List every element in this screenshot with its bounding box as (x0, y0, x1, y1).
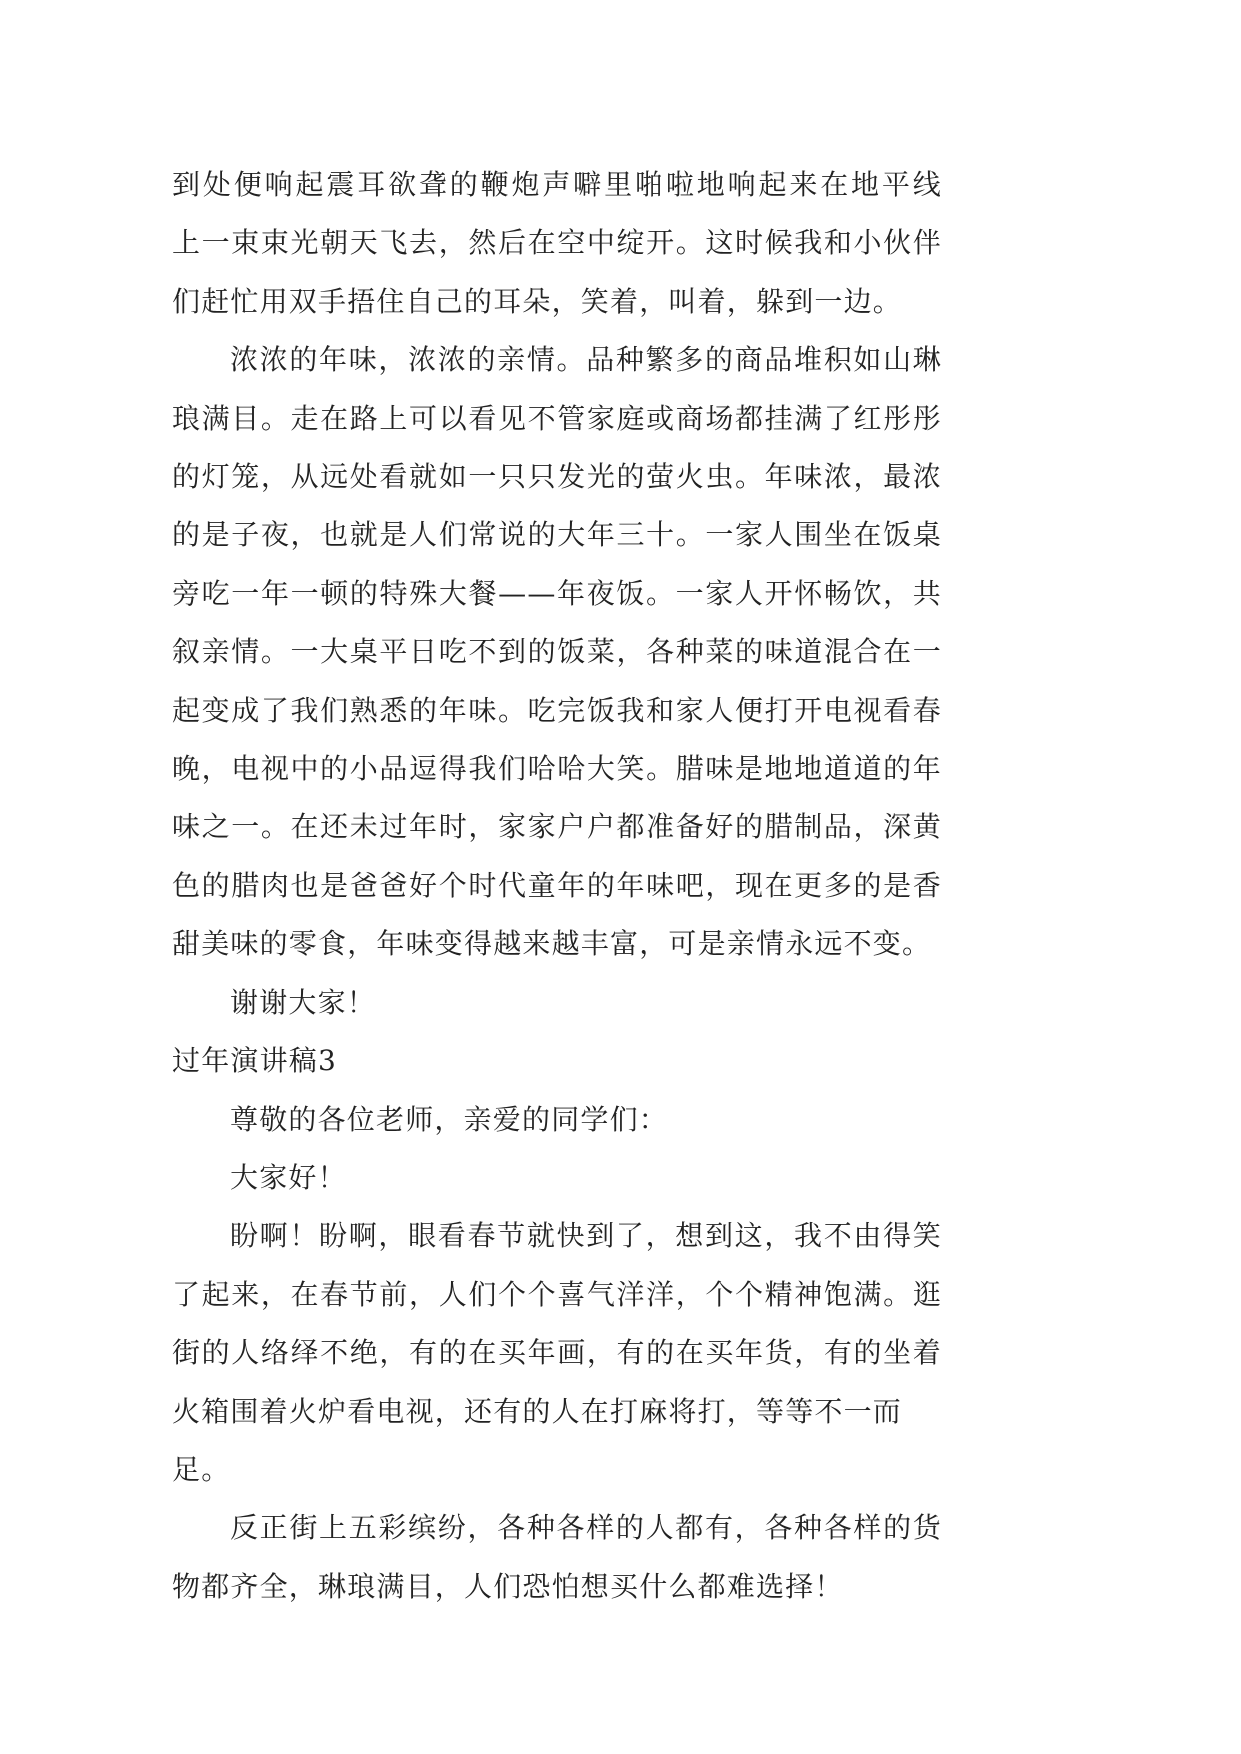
greeting-paragraph (172, 1149, 942, 1207)
text-line: 浓浓的年味，浓浓的亲情。品种繁多的商品堆积如山琳 (230, 343, 942, 377)
text-line: 味之一。在还未过年时，家家户户都准备好的腊制品，深黄 (172, 810, 942, 844)
paragraph (172, 1499, 942, 1616)
salutation-paragraph (172, 1091, 942, 1149)
text-line: 们赶忙用双手捂住自己的耳朵，笑着，叫着，躲到一边。 (172, 284, 903, 318)
text-line: 的灯笼，从远处看就如一只只发光的萤火虫。年味浓，最浓 (172, 460, 942, 494)
text-line: 盼啊！盼啊，眼看春节就快到了，想到这，我不由得笑 (230, 1219, 942, 1253)
text-line: 尊敬的各位老师，亲爱的同学们： (230, 1102, 669, 1136)
document-body (172, 156, 942, 1616)
text-line: 到处便响起震耳欲聋的鞭炮声噼里啪啦地响起来在地平线 (172, 168, 942, 201)
closing-paragraph (172, 974, 942, 1032)
text-line: 上一束束光朝天飞去，然后在空中绽开。这时候我和小伙伴 (172, 226, 942, 260)
text-line: 大家好！ (230, 1160, 347, 1194)
section-heading: 过年演讲稿3 (172, 1044, 338, 1078)
text-line: 晚，电视中的小品逗得我们哈哈大笑。腊味是地地道道的年 (172, 752, 942, 786)
text-line: 叙亲情。一大桌平日吃不到的饭菜，各种菜的味道混合在一 (172, 635, 942, 669)
text-line: 反正街上五彩缤纷，各种各样的人都有，各种各样的货 (230, 1511, 942, 1545)
text-line: 了起来，在春节前，人们个个喜气洋洋，个个精神饱满。逛 (172, 1277, 942, 1311)
text-line: 街的人络绎不绝，有的在买年画，有的在买年货，有的坐着 (172, 1336, 942, 1370)
text-line: 物都齐全，琳琅满目，人们恐怕想买什么都难选择！ (172, 1569, 844, 1603)
text-line: 谢谢大家！ (230, 985, 377, 1019)
text-line: 旁吃一年一顿的特殊大餐——年夜饭。一家人开怀畅饮，共 (172, 576, 942, 610)
paragraph (172, 331, 942, 973)
text-line: 火箱围着火炉看电视，还有的人在打麻将打，等等不一而足。 (172, 1394, 903, 1486)
text-line: 的是子夜，也就是人们常说的大年三十。一家人围坐在饭桌 (172, 518, 942, 552)
paragraph (172, 1207, 942, 1499)
text-line: 甜美味的零食，年味变得越来越丰富，可是亲情永远不变。 (172, 927, 932, 961)
text-line: 起变成了我们熟悉的年味。吃完饭我和家人便打开电视看春 (172, 693, 942, 727)
paragraph (172, 156, 942, 331)
text-line: 色的腊肉也是爸爸好个时代童年的年味吧，现在更多的是香 (172, 868, 942, 902)
text-line: 琅满目。走在路上可以看见不管家庭或商场都挂满了红彤彤 (172, 401, 942, 435)
